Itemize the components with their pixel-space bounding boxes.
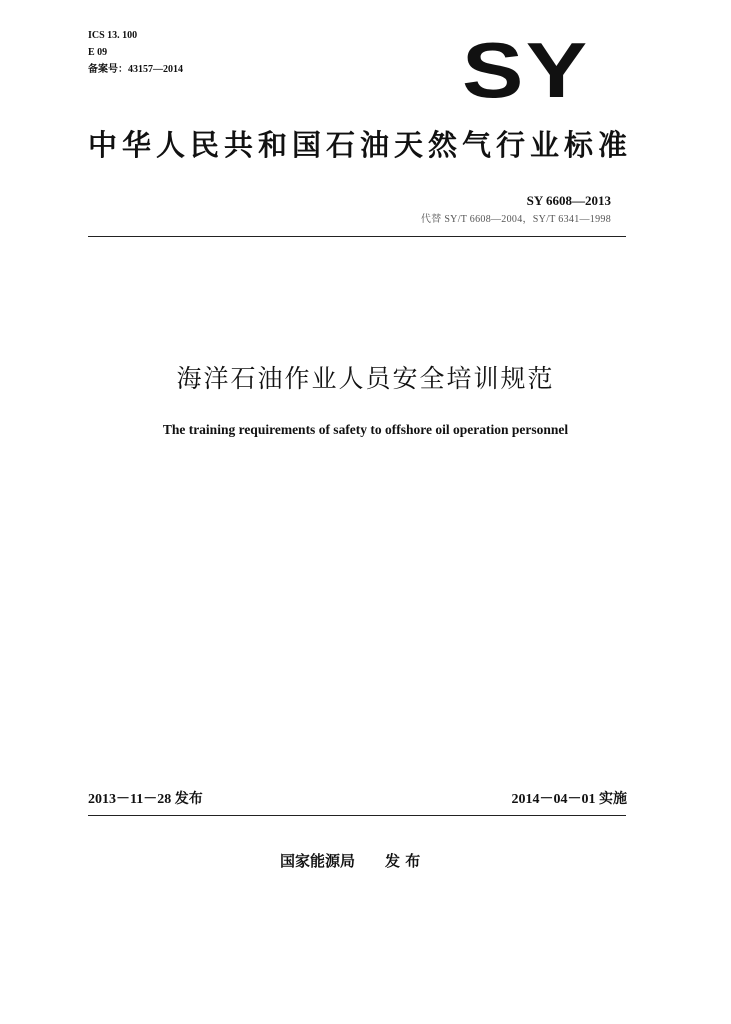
- sy-logo: SY: [462, 26, 590, 114]
- category-code: E 09: [88, 47, 108, 58]
- ics-code: ICS 13. 100: [88, 30, 138, 41]
- issue-date: 2013－11－28 发布: [88, 792, 203, 807]
- publisher: [280, 851, 420, 871]
- replaces-standards: 代替 SY/T 6608—2004，SY/T 6341—1998: [420, 214, 611, 225]
- standard-number: SY 6608—2013: [526, 193, 611, 208]
- org-title: 中华人民共和国石油天然气行业标准: [88, 128, 633, 162]
- publisher-action: 发 布: [385, 852, 421, 870]
- title-chinese: 海洋石油作业人员安全培训规范: [176, 364, 555, 393]
- footer-divider: [88, 815, 626, 816]
- header-divider: [88, 236, 626, 237]
- record-number: 备案号：43157—2014: [88, 64, 183, 75]
- implementation-date: 2014－04－01 实施: [511, 792, 627, 807]
- publisher-name: 国家能源局: [280, 852, 356, 870]
- title-english: The training requirements of safety to offshore oil operation personnel: [162, 422, 569, 437]
